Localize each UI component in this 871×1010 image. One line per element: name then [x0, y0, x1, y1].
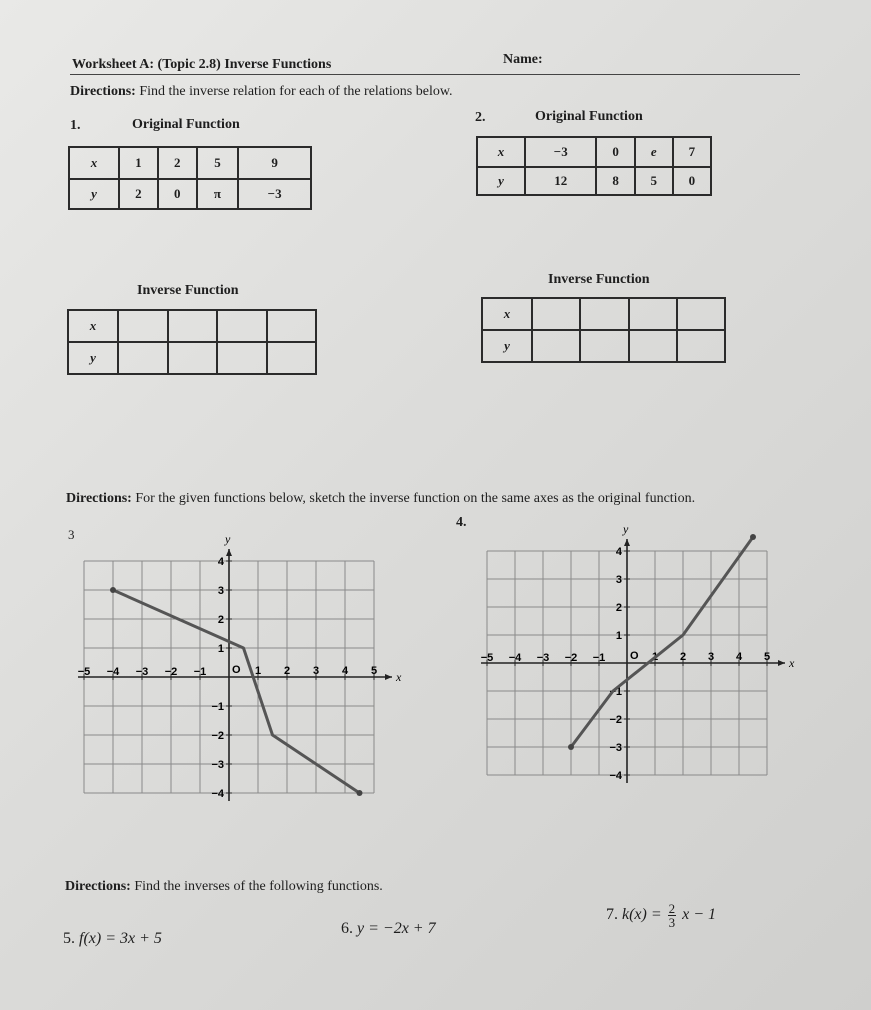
problem-7-number: 7. [606, 906, 618, 924]
table-cell: 1 [119, 147, 158, 179]
table-cell: 5 [635, 167, 673, 195]
table-cell: 0 [158, 179, 197, 209]
problem-5 [63, 930, 162, 948]
table-cell: 5 [197, 147, 239, 179]
table-cell: −3 [238, 179, 311, 209]
problem-6 [341, 920, 436, 938]
x-tick-label: −3 [135, 666, 149, 678]
endpoint-dot [750, 534, 756, 540]
table-row-label: x [69, 147, 119, 179]
y-tick-label: 4 [217, 556, 224, 568]
x-tick-label: 1 [651, 651, 659, 663]
table-cell: π [197, 179, 239, 209]
x-tick-label: 3 [312, 665, 320, 677]
problem-3-number: 3 [68, 527, 75, 542]
y-tick-label: −2 [211, 730, 224, 742]
directions-label: Directions: [70, 84, 136, 99]
x-axis-label: x [396, 670, 402, 684]
table-row-label: x [477, 137, 525, 167]
fraction [668, 902, 677, 929]
problem-1-inverse-caption: Inverse Function [137, 283, 239, 298]
problem-5-number: 5. [63, 930, 75, 947]
y-tick-label: −3 [211, 759, 224, 771]
problem-7 [606, 902, 716, 929]
origin-label: O [630, 650, 639, 662]
problem-1-number: 1. [70, 118, 81, 133]
x-tick-label: 5 [370, 665, 378, 677]
x-tick-label: −4 [106, 666, 120, 678]
y-tick-label: −3 [609, 742, 622, 754]
y-tick-label: 1 [217, 643, 224, 655]
x-tick-label: 2 [679, 651, 687, 663]
directions-text: For the given functions below, sketch the inverse function on the same axes as the original function. [135, 491, 696, 506]
table-cell: 12 [525, 167, 596, 195]
y-tick-label: −4 [609, 770, 622, 782]
name-label: Name: [503, 52, 543, 67]
problem-1-caption: Original Function [132, 117, 240, 132]
y-tick-label: 3 [615, 574, 622, 586]
x-tick-label: −2 [164, 666, 178, 678]
x-tick-label: 2 [283, 665, 291, 677]
x-axis-arrow [778, 660, 785, 666]
table-cell: 2 [158, 147, 197, 179]
problem-2-number: 2. [475, 110, 486, 125]
x-tick-label: −2 [564, 652, 578, 664]
table-cell: 7 [673, 137, 711, 167]
problem-2-caption: Original Function [535, 109, 643, 124]
endpoint-dot [568, 744, 574, 750]
fraction-numerator: 2 [668, 901, 676, 916]
problem-6-number: 6. [341, 920, 353, 937]
function-line [571, 537, 753, 747]
y-tick-label: 2 [217, 614, 224, 626]
fraction-denominator: 3 [668, 915, 676, 930]
problem-2-inverse-caption: Inverse Function [548, 272, 650, 287]
table-cell: −3 [525, 137, 596, 167]
worksheet-title: Worksheet A: (Topic 2.8) Inverse Functions [72, 57, 332, 72]
table-row-label: y [477, 167, 525, 195]
problem-4-number: 4. [456, 515, 467, 530]
x-tick-label: −4 [508, 652, 522, 664]
table-row-label: y [68, 342, 118, 374]
table-row-label: y [69, 179, 119, 209]
y-tick-label: −1 [211, 701, 224, 713]
x-tick-label: −3 [536, 652, 550, 664]
y-tick-label: 4 [615, 546, 622, 558]
table-row-label: x [482, 298, 532, 330]
x-axis-label: x [789, 656, 795, 670]
problem-7-rhs: x − 1 [682, 906, 717, 924]
x-tick-label: −5 [480, 652, 494, 664]
directions-label: Directions: [65, 879, 131, 894]
x-tick-label: 4 [735, 651, 743, 663]
x-tick-label: −1 [592, 652, 606, 664]
problem-7-lhs: k(x) = [622, 906, 662, 924]
x-tick-label: 4 [341, 665, 349, 677]
table-cell: 0 [596, 137, 634, 167]
table-cell: e [635, 137, 673, 167]
x-tick-label: −5 [77, 666, 91, 678]
directions-label: Directions: [66, 491, 132, 506]
table-row-label: x [68, 310, 118, 342]
table-cell: 8 [596, 167, 634, 195]
x-tick-label: −1 [193, 666, 207, 678]
directions-text: Find the inverse relation for each of the relations below. [139, 84, 453, 99]
y-tick-label: 1 [615, 630, 622, 642]
directions-text: Find the inverses of the following functions. [134, 879, 383, 894]
y-tick-label: −2 [609, 714, 622, 726]
table-row-label: y [482, 330, 532, 362]
x-tick-label: 5 [763, 651, 771, 663]
y-tick-label: 3 [217, 585, 224, 597]
table-cell: 0 [673, 167, 711, 195]
table-cell: 9 [238, 147, 311, 179]
section3-directions [65, 879, 383, 895]
problem-5-equation: f(x) = 3x + 5 [79, 930, 162, 947]
problem-6-equation: y = −2x + 7 [357, 920, 436, 937]
y-axis-arrow [624, 539, 630, 546]
x-tick-label: 1 [254, 665, 262, 677]
y-tick-label: 2 [615, 602, 622, 614]
origin-label: O [232, 664, 241, 676]
y-axis-label: y [623, 522, 629, 536]
y-tick-label: −4 [211, 788, 224, 800]
table-cell: 2 [119, 179, 158, 209]
x-tick-label: 3 [707, 651, 715, 663]
y-axis-label: y [225, 532, 231, 546]
y-tick-label: −1 [609, 686, 622, 698]
